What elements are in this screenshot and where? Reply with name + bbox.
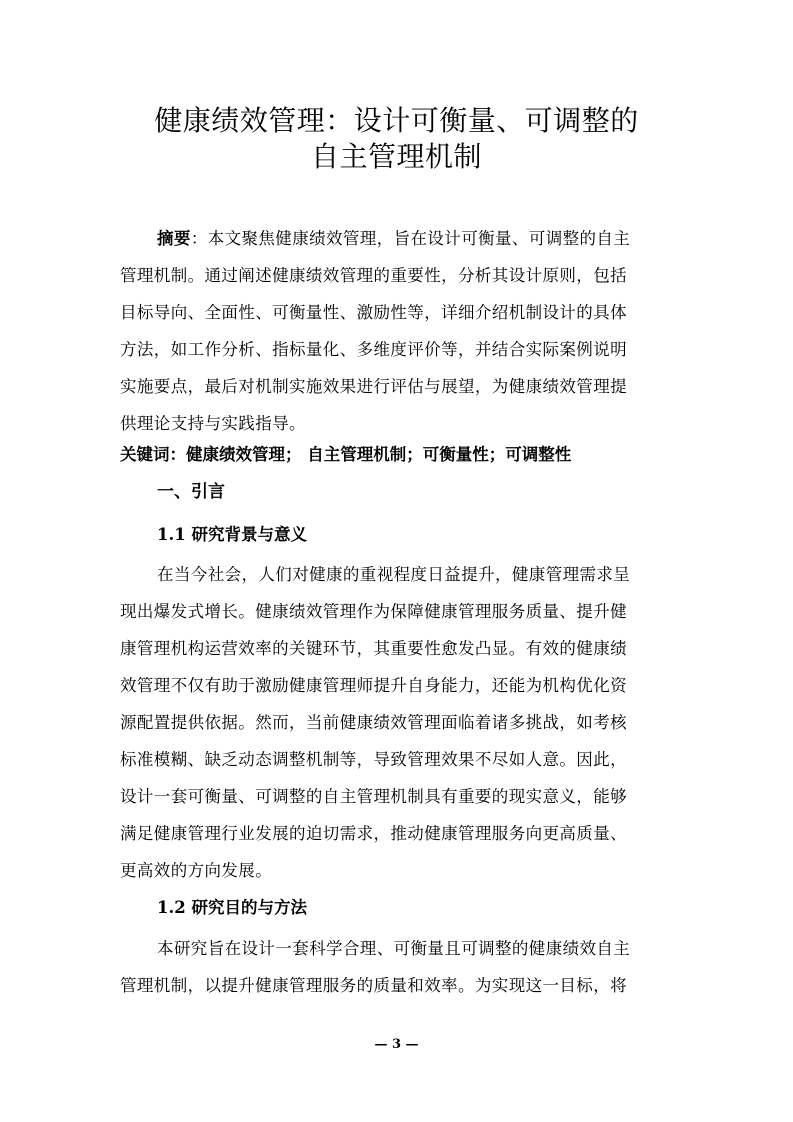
abstract-line: [120, 220, 673, 257]
paragraph-line: 效管理不仅有助于激励健康管理师提升自身能力，还能为机构优化资: [120, 676, 627, 695]
paragraph-line: 在当今社会，人们对健康的重视程度日益提升，健康管理需求呈: [157, 565, 631, 584]
paragraph-line: 管理机制，以提升健康管理服务的质量和效率。为实现这一目标，将: [120, 976, 627, 995]
abstract-line: 目标导向、全面性、可衡量性、激励性等，详细介绍机制设计的具体: [120, 303, 627, 322]
paragraph-line: 更高效的方向发展。: [120, 861, 273, 880]
page-number: — 3 —: [374, 1037, 419, 1052]
abstract-line-text: ：本文聚焦健康绩效管理，旨在设计可衡量、可调整的自主: [190, 229, 631, 248]
subsection-heading-background: 1.1 研究背景与意义: [157, 525, 307, 544]
paragraph-line: 标准模糊、缺乏动态调整机制等，导致管理效果不尽如人意。因此，: [120, 750, 627, 769]
keywords-line: 关键词：健康绩效管理； 自主管理机制；可衡量性；可调整性: [120, 445, 572, 464]
abstract-paragraph: [120, 220, 673, 442]
paragraph-line: 满足健康管理行业发展的迫切需求，推动健康管理服务向更高质量、: [120, 824, 627, 843]
abstract-line: 实施要点，最后对机制实施效果进行评估与展望，为健康绩效管理提: [120, 377, 627, 396]
document-title-line-1: 健康绩效管理：设计可衡量、可调整的: [154, 104, 639, 137]
paragraph-line: 源配置提供依据。然而，当前健康绩效管理面临着诸多挑战，如考核: [120, 713, 627, 732]
abstract-line: 供理论支持与实践指导。: [120, 414, 306, 433]
section-heading-introduction: 一、引言: [157, 482, 225, 502]
purpose-paragraph: [120, 930, 673, 1004]
paragraph-line: 现出爆发式增长。健康绩效管理作为保障健康管理服务质量、提升健: [120, 602, 627, 621]
subsection-heading-purpose-method: 1.2 研究目的与方法: [157, 898, 307, 917]
abstract-label: 摘要: [157, 229, 191, 248]
abstract-line: 方法，如工作分析、指标量化、多维度评价等，并结合实际案例说明: [120, 340, 627, 359]
document-title-line-2: 自主管理机制: [310, 140, 482, 173]
paragraph-line: 本研究旨在设计一套科学合理、可衡量且可调整的健康绩效自主: [157, 939, 631, 958]
abstract-line: 管理机制。通过阐述健康绩效管理的重要性，分析其设计原则，包括: [120, 266, 627, 285]
paragraph-line: 康管理机构运营效率的关键环节，其重要性愈发凸显。有效的健康绩: [120, 639, 627, 658]
background-paragraph: [120, 556, 673, 889]
paragraph-line: 设计一套可衡量、可调整的自主管理机制具有重要的现实意义，能够: [120, 787, 627, 806]
